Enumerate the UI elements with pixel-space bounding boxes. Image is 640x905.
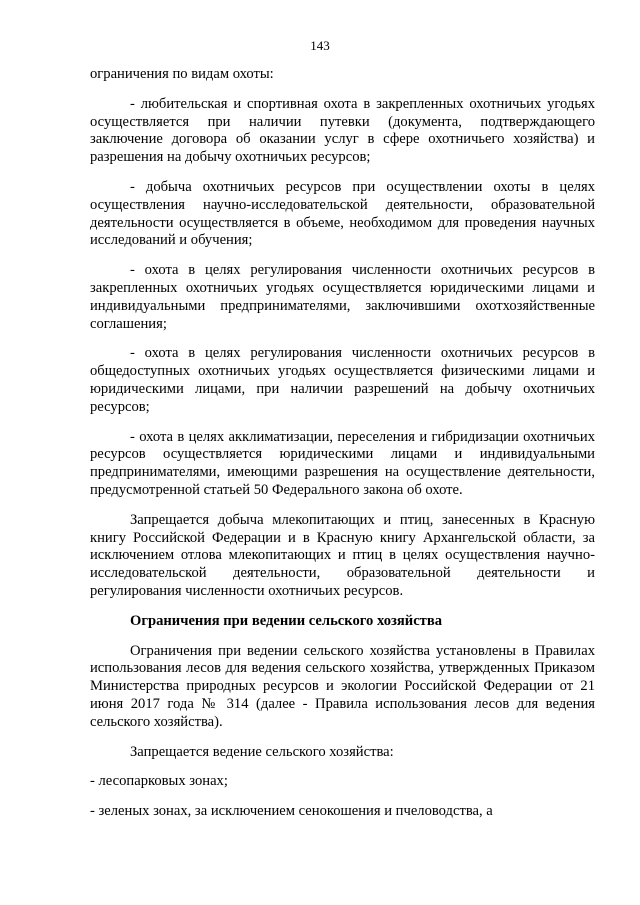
intro-paragraph: ограничения по видам охоты:: [90, 66, 274, 82]
hunting-item-amateur: - любительская и спортивная охота в закрепленных охотничьих угодьях осуществляется при наличии путевки (документа, подтверждающего заключение договора об оказании услуг в сфере охотничьего хозяйства) и разрешения на добычу охотничьих ресурсов;: [90, 95, 595, 166]
hunting-item-regulation-fixed: - охота в целях регулирования численности охотничьих ресурсов в закрепленных охотничьих угодьях осуществляется юридическими лицами и индивидуальными предпринимателями, заключившими охотхозяйственные соглашения;: [90, 262, 595, 332]
agriculture-paragraph: Ограничения при ведении сельского хозяйства установлены в Правилах использования лесов для ведения сельского хозяйства, утвержденных Приказом Министерства природных ресурсов и экологии Российской Федерации от 21 июня 2017 года № 314 (далее - Правила использования лесов для ведения сельского хозяйства).: [90, 642, 595, 730]
hunting-item-regulation-public: - охота в целях регулирования численности охотничьих ресурсов в общедоступных охотничьих угодьях осуществляется физическими лицами и юридическими лицами, при наличии разрешений на добычу охотничьих ресурсов;: [90, 345, 595, 415]
section-heading: Ограничения при ведении сельского хозяйства: [130, 612, 443, 629]
hunting-item-acclimatization: - охота в целях акклиматизации, переселения и гибридизации охотничьих ресурсов осуществляется юридическими лицами и индивидуальными предпринимателями, имеющими разрешения на осуществление деятельности, предусмотренной статьей 50 Федерального закона об охоте.: [90, 428, 595, 498]
agriculture-item-forest-park: - лесопарковых зонах;: [90, 773, 228, 790]
prohibition-paragraph: Запрещается добыча млекопитающих и птиц, занесенных в Красную книгу Российской Федерации и в Красную книгу Архангельской области, за исключением отлова млекопитающих и птиц в целях осуществления научно-исследовательской деятельности, образовательной деятельности и регулирования численности охотничьих ресурсов.: [90, 511, 595, 599]
agriculture-prohibited-intro: Запрещается ведение сельского хозяйства:: [130, 743, 394, 760]
agriculture-item-green-zones: - зеленых зонах, за исключением сенокошения и пчеловодства, а: [90, 803, 493, 820]
page-number: 143: [310, 38, 330, 53]
hunting-item-research: - добыча охотничьих ресурсов при осуществлении охоты в целях осуществления научно-исследовательской деятельности, образовательной деятельности осуществляется в объеме, необходимом для проведения научных исследований и обучения;: [90, 178, 595, 249]
page-content: [90, 66, 595, 821]
